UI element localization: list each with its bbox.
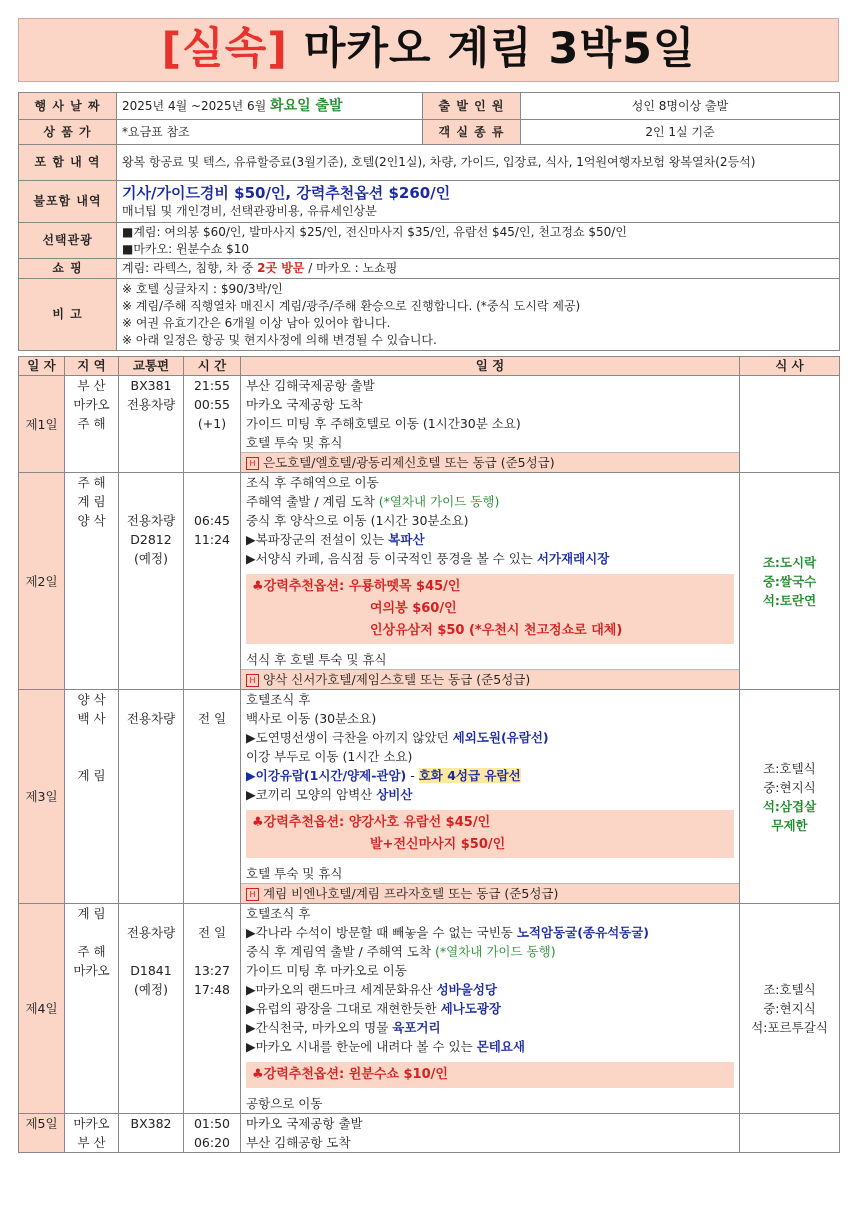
- info-table: [18, 92, 840, 351]
- room-label: 객 실 종 류: [423, 120, 521, 145]
- room: 2인 1실 기준: [521, 120, 840, 145]
- day-times: 21:55 00:55 (+1): [184, 376, 241, 473]
- hotel-line: H 계림 비엔나호텔/계림 프라자호텔 또는 동급 (준5성급): [241, 883, 739, 903]
- page-title: [18, 18, 839, 82]
- optional-macau: ■마카오: 윈분수쇼 $10: [122, 241, 250, 256]
- remark-item: ※ 계림/주해 직행열차 매진시 계림/광주/주해 환승으로 진행합니다. (*중식 도시락 제공): [122, 298, 581, 313]
- recommended-option: ♣강력추천옵션: 우룡하뗏목 $45/인 여의봉 $60/인 인상유삼저 $50 (*우천시 천고정쇼로 대체): [246, 574, 734, 644]
- header-day: 일 자: [19, 357, 65, 376]
- shopping: 계림: 라텍스, 침향, 차 중 2곳 방문 / 마카오 : 노쇼핑: [117, 259, 840, 279]
- table-row: [19, 904, 840, 1114]
- header-region: 지 역: [65, 357, 119, 376]
- shopping-visits: 2곳 방문: [257, 261, 305, 275]
- title-main: 마카오 계림 3박5일: [303, 24, 696, 74]
- travel-date-label: 행 사 날 짜: [19, 93, 117, 120]
- optional-guilin: ■계림: 여의봉 $60/인, 발마사지 $25/인, 전신마사지 $35/인, 유람선 $45/인, 천고정쇼 $50/인: [122, 224, 627, 239]
- day-transport: 전용차량: [119, 690, 184, 904]
- included: 왕복 항공료 및 텍스, 유류할증료(3월기준), 호텔(2인1실), 차량, 가이드, 입장료, 식사, 1억원여행자보험 왕복열차(2등석): [117, 145, 840, 181]
- day-label: 제2일: [19, 473, 65, 690]
- day-meals: [740, 376, 840, 473]
- table-row: [19, 473, 840, 690]
- hotel-icon: H: [246, 674, 259, 687]
- day-regions: 계 림 주 해 마카오: [65, 904, 119, 1114]
- day-meals: 조:호텔식 중:현지식 석:삼겹살 무제한: [740, 690, 840, 904]
- day-itinerary: 마카오 국제공항 출발 부산 김해공항 도착: [241, 1114, 740, 1153]
- remark-item: ※ 아래 일정은 항공 및 현지사정에 의해 변경될 수 있습니다.: [122, 332, 437, 347]
- title-bracket: [실속]: [161, 24, 288, 74]
- remarks: [117, 279, 840, 351]
- header-time: 시 간: [184, 357, 241, 376]
- header-itinerary: 일 정: [241, 357, 740, 376]
- excluded: [117, 181, 840, 223]
- table-row: [19, 1114, 840, 1153]
- day-times: 전 일: [184, 690, 241, 904]
- day-meals: [740, 1114, 840, 1153]
- day-label: 제5일: [19, 1114, 65, 1153]
- table-row: [19, 376, 840, 473]
- depart-people-label: 출 발 인 원: [423, 93, 521, 120]
- shopping-label: 쇼 핑: [19, 259, 117, 279]
- table-row: [19, 690, 840, 904]
- excluded-sub: 매너팁 및 개인경비, 선택관광비용, 유류세인상분: [122, 204, 377, 218]
- excluded-label: 불포함 내역: [19, 181, 117, 223]
- day-transport: BX381 전용차량: [119, 376, 184, 473]
- header-transport: 교통편: [119, 357, 184, 376]
- schedule-table: [18, 356, 840, 1153]
- remark-item: ※ 호텔 싱글차지 : $90/3박/인: [122, 281, 283, 296]
- day-itinerary: 조식 후 주해역으로 이동 주해역 출발 / 계림 도착 (*열차내 가이드 동행) 중식 후 양삭으로 이동 (1시간 30분소요) ▶복파장군의 전설이 있는 복파산 ▶서양식 카페, 음식점 등 이국적인 풍경을 볼 수 있는 서가재래시장 ♣강력추천옵션: 우룡하뗏목 $45/인 여의봉 $60/인 인상유삼저 $50 (*우천시 천고정쇼로 대체) 석식 후 호텔 투숙 및 휴식 H 양삭 신서가호텔/제임스호텔 또는 동급 (준5성급): [241, 473, 740, 690]
- day-transport: BX382: [119, 1114, 184, 1153]
- day-itinerary: 호텔조식 후 ▶각나라 수석이 방문할 때 빼놓을 수 없는 국빈동 노적암동굴(종유석동굴) 중식 후 계림역 출발 / 주해역 도착 (*열차내 가이드 동행) 가이드 미팅 후 마카오로 이동 ▶마카오의 랜드마크 세계문화유산 성바울성당 ▶유럽의 광장을 그대로 재현한듯한 세나도광장 ▶간식천국, 마카오의 명물 육포거리 ▶마카오 시내를 한눈에 내려다 볼 수 있는 몬테요새 ♣강력추천옵션: 윈분수쇼 $10/인 공항으로 이동: [241, 904, 740, 1114]
- optional-tours: [117, 223, 840, 259]
- day-transport: 전용차량 D2812 (예정): [119, 473, 184, 690]
- price-label: 상 품 가: [19, 120, 117, 145]
- day-itinerary: 호텔조식 후 백사로 이동 (30분소요) ▶도연명선생이 극찬을 아끼지 않았던 세외도원(유람선) 이강 부두로 이동 (1시간 소요) ▶이강유람(1시간/양제-관암) - 호화 4성급 유람선 ▶코끼리 모양의 암벽산 상비산 ♣강력추천옵션: 양강사호 유람선 $45/인 발+전신마사지 $50/인 호텔 투숙 및 휴식 H 계림 비엔나호텔/계림 프라자호텔 또는 동급 (준5성급): [241, 690, 740, 904]
- day-times: 전 일 13:27 17:48: [184, 904, 241, 1114]
- hotel-line: H 은도호텔/엘호텔/광동리제신호텔 또는 동급 (준5성급): [241, 452, 739, 472]
- day-regions: 부 산 마카오 주 해: [65, 376, 119, 473]
- optional-label: 선택관광: [19, 223, 117, 259]
- travel-date: 2025년 4월 ~2025년 6월 화요일 출발: [117, 93, 423, 120]
- hotel-icon: H: [246, 457, 259, 470]
- day-times: 01:50 06:20: [184, 1114, 241, 1153]
- day-meals: 조:호텔식 중:현지식 석:포르투갈식: [740, 904, 840, 1114]
- day-transport: 전용차량 D1841 (예정): [119, 904, 184, 1114]
- excluded-main: 기사/가이드경비 $50/인, 강력추천옵션 $260/인: [122, 184, 451, 202]
- remarks-label: 비 고: [19, 279, 117, 351]
- day-times: 06:45 11:24: [184, 473, 241, 690]
- day-label: 제1일: [19, 376, 65, 473]
- day-meals: 조:도시락 중:쌀국수 석:토란연: [740, 473, 840, 690]
- included-label: 포 함 내 역: [19, 145, 117, 181]
- day-regions: 마카오 부 산: [65, 1114, 119, 1153]
- recommended-option: ♣강력추천옵션: 윈분수쇼 $10/인: [246, 1062, 734, 1088]
- recommended-option: ♣강력추천옵션: 양강사호 유람선 $45/인 발+전신마사지 $50/인: [246, 810, 734, 858]
- day-label: 제4일: [19, 904, 65, 1114]
- hotel-icon: H: [246, 888, 259, 901]
- day-regions: 양 삭 백 사 계 림: [65, 690, 119, 904]
- depart-people: 성인 8명이상 출발: [521, 93, 840, 120]
- remark-item: ※ 여권 유효기간은 6개월 이상 남아 있어야 합니다.: [122, 315, 391, 330]
- price: *요금표 참조: [117, 120, 423, 145]
- hotel-line: H 양삭 신서가호텔/제임스호텔 또는 동급 (준5성급): [241, 669, 739, 689]
- day-regions: 주 해 계 림 양 삭: [65, 473, 119, 690]
- day-itinerary: 부산 김해국제공항 출발 마카오 국제공항 도착 가이드 미팅 후 주해호텔로 이동 (1시간30분 소요) 호텔 투숙 및 휴식 H 은도호텔/엘호텔/광동리제신호텔 또는 동급 (준5성급): [241, 376, 740, 473]
- header-meal: 식 사: [740, 357, 840, 376]
- day-label: 제3일: [19, 690, 65, 904]
- travel-date-highlight: 화요일 출발: [270, 97, 343, 114]
